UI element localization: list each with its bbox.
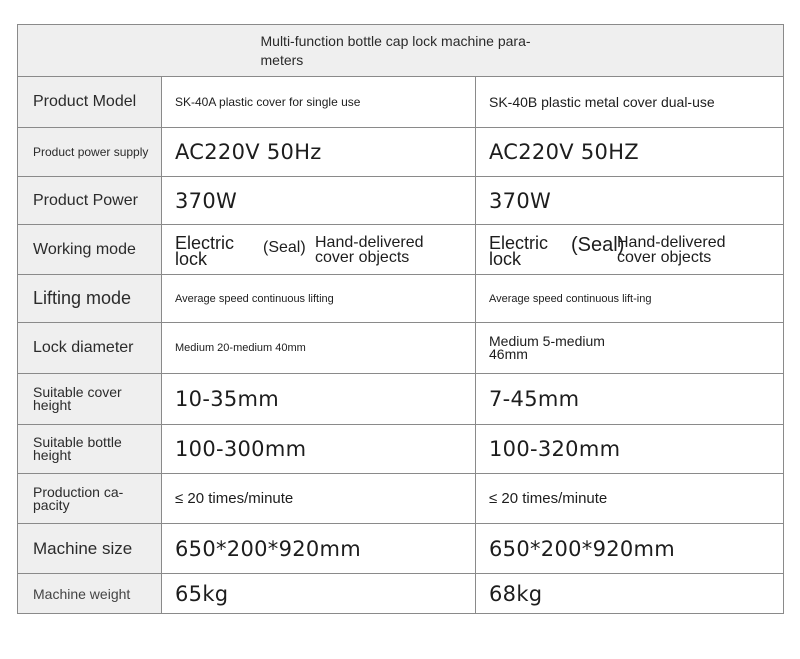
lifting-mode-b-value: Average speed continuous lift-ing	[476, 275, 784, 323]
table-row-power-supply	[18, 128, 784, 177]
working-mode-a-part1: Electric lock	[175, 232, 235, 269]
power-supply-b-value: AC220V 50HZ	[476, 128, 784, 177]
row-label: Production ca-pacity	[18, 474, 162, 524]
row-label: Product Power	[18, 177, 162, 225]
table-row-lifting-mode	[18, 275, 784, 323]
row-label: Lifting mode	[18, 275, 162, 323]
machine-size-a-value: 650*200*920mm	[162, 524, 476, 574]
power-b-value: 370W	[476, 177, 784, 225]
row-label: Working mode	[18, 225, 162, 275]
row-label: Product power supply	[18, 128, 162, 177]
machine-weight-b-value: 68kg	[476, 574, 784, 614]
working-mode-a-value	[162, 225, 476, 275]
bottle-height-a-value: 100-300mm	[162, 425, 476, 474]
working-mode-b-part1: Electric lock	[489, 232, 549, 269]
table-row-working-mode	[18, 225, 784, 275]
cover-height-b-value: 7-45mm	[476, 374, 784, 425]
model-b-value: SK-40B plastic metal cover dual-use	[476, 77, 784, 128]
table-row-product-model	[18, 77, 784, 128]
row-label: Suitable bottle height	[18, 425, 162, 474]
table-row-capacity	[18, 474, 784, 524]
working-mode-b-part3: Hand-delivered cover objects	[617, 233, 726, 266]
bottle-height-b-value: 100-320mm	[476, 425, 784, 474]
table-row-bottle-height	[18, 425, 784, 474]
machine-size-b-value: 650*200*920mm	[476, 524, 784, 574]
table-row-machine-size	[18, 524, 784, 574]
cover-height-a-value: 10-35mm	[162, 374, 476, 425]
capacity-b-value: ≤ 20 times/minute	[476, 474, 784, 524]
table-row-lock-diameter	[18, 323, 784, 374]
power-a-value: 370W	[162, 177, 476, 225]
working-mode-b-part2: (Seal)	[571, 233, 625, 256]
row-label: Machine weight	[18, 574, 162, 614]
row-label: Suitable cover height	[18, 374, 162, 425]
row-label: Machine size	[18, 524, 162, 574]
table-row-product-power	[18, 177, 784, 225]
table-row-cover-height	[18, 374, 784, 425]
lifting-mode-a-value: Average speed continuous lifting	[162, 275, 476, 323]
working-mode-b-value	[476, 225, 784, 275]
title-row	[18, 25, 784, 77]
capacity-a-value: ≤ 20 times/minute	[162, 474, 476, 524]
table-title	[261, 32, 561, 70]
table-row-machine-weight	[18, 574, 784, 614]
machine-weight-a-value: 65kg	[162, 574, 476, 614]
table-title-line1: Multi-function bottle cap lock machine para-	[260, 32, 531, 49]
working-mode-a-part2: (Seal)	[263, 238, 306, 256]
lock-diameter-a-value: Medium 20-medium 40mm	[162, 323, 476, 374]
model-a-value: SK-40A plastic cover for single use	[162, 77, 476, 128]
power-supply-a-value: AC220V 50Hz	[162, 128, 476, 177]
working-mode-a-part3: Hand-delivered cover objects	[315, 233, 424, 266]
lock-diameter-b-value: Medium 5-medium 46mm	[476, 323, 784, 374]
table-title-line2: meters	[260, 51, 304, 68]
row-label: Product Model	[18, 77, 162, 128]
table-title-cell	[18, 25, 784, 77]
row-label: Lock diameter	[18, 323, 162, 374]
spec-table	[17, 24, 784, 614]
